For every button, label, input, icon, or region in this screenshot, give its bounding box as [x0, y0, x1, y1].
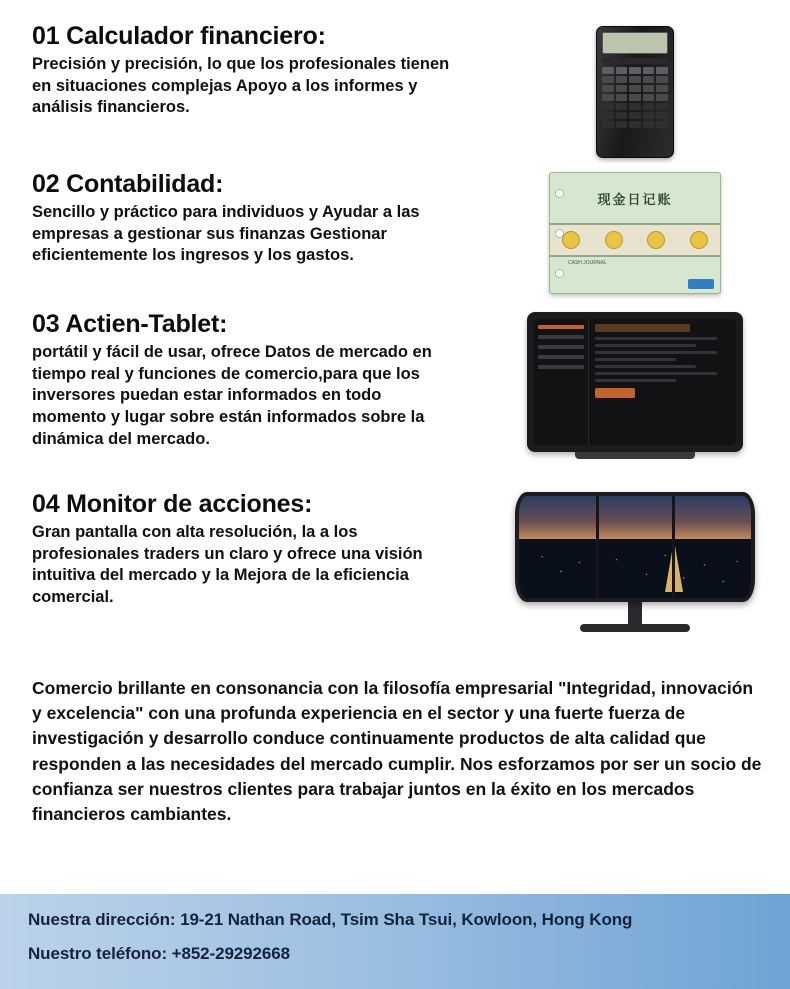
footer-contact-bar: [0, 894, 790, 989]
ledger-decorative-band: [550, 225, 720, 257]
feature-text-1: [0, 22, 455, 119]
feature-description-1: Precisión y precisión, lo que los profesionales tienen en situaciones complejas Apoyo a los informes y análisis financieros.: [32, 54, 450, 117]
feature-item-1: [0, 22, 790, 170]
feature-title-2: 02 Contabilidad:: [32, 170, 224, 198]
ledger-title: 现金日记账: [597, 191, 673, 207]
feature-item-4: [0, 490, 790, 658]
feature-image-1: [480, 26, 790, 158]
feature-item-2: [0, 170, 790, 310]
feature-text-2: [0, 170, 455, 267]
tablet-sidebar: [534, 319, 589, 445]
feature-item-3: [0, 310, 790, 490]
tablet-action-button: [595, 388, 635, 398]
feature-title-3: 03 Actien-Tablet:: [32, 310, 228, 338]
calculator-screen: [602, 32, 668, 54]
tablet-screen: [534, 319, 736, 445]
tablet-content: [589, 319, 736, 445]
feature-text-3: [0, 310, 455, 451]
monitor-base: [580, 624, 690, 632]
ledger-subtitle: CASH JOURNAL: [568, 260, 607, 266]
feature-text-4: [0, 490, 455, 609]
calculator-keypad: [602, 67, 668, 128]
tablet-icon: [527, 312, 743, 452]
feature-image-3: [480, 312, 790, 452]
ledger-binder-holes: [554, 173, 564, 293]
feature-description-3: portátil y fácil de usar, ofrece Datos de mercado en tiempo real y funciones de comercio,para que los inversores puedan estar informados en todo momento y lugar sobre están informados sobre la dinámica del mercado.: [32, 342, 432, 448]
calculator-icon: [596, 26, 674, 158]
feature-image-4: [480, 492, 790, 632]
tablet-stand: [575, 452, 695, 459]
feature-title-4: 04 Monitor de acciones:: [32, 490, 313, 518]
ledger-cover-top: [550, 173, 720, 225]
calculator-brand-strip: [602, 58, 668, 64]
feature-title-1: 01 Calculador financiero:: [32, 22, 326, 50]
closing-paragraph: Comercio brillante en consonancia con la filosofía empresarial "Integridad, innovación y excelencia" con una profunda experiencia en el sector y una fuerte fuerza de investigación y desarrollo conduce continuamente productos de alta calidad que responden a las necesidades del mercado cumplir. Nos esforzamos por ser un socio de confianza ser nuestros clientes para trabajar juntos en la éxito en los mercados financieros cambiantes.: [32, 677, 762, 825]
feature-description-2: Sencillo y práctico para individuos y Ayudar a las empresas a gestionar sus finanzas Gestionar eficientemente los ingresos y los gastos.: [32, 202, 420, 265]
ledger-book-icon: [549, 172, 721, 294]
feature-description-4: Gran pantalla con alta resolución, la a los profesionales traders un claro y ofrece una visión intuitiva del mercado y la Mejora de la eficiencia comercial.: [32, 522, 423, 607]
monitor-icon: [515, 492, 755, 632]
ledger-publisher-logo: [688, 279, 714, 289]
monitor-neck: [628, 602, 642, 624]
monitor-display: [515, 492, 755, 602]
feature-image-2: [480, 172, 790, 294]
footer-phone: Nuestro teléfono: +852-29292668: [28, 944, 290, 963]
footer-address: Nuestra dirección: 19-21 Nathan Road, Tsim Sha Tsui, Kowloon, Hong Kong: [28, 910, 633, 929]
